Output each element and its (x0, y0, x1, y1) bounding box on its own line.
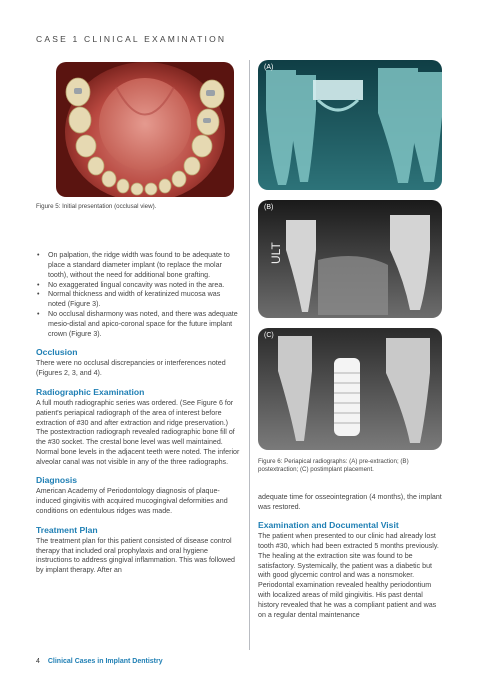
exam-visit-heading: Examination and Documental Visit (258, 520, 399, 531)
radiographic-text: A full mouth radiographic series was ordered. (See Figure 6 for patient's periapical radiograph of the area of interest before extraction of #30 and after extraction and ridge preservation.) The postextraction radiograph revealed radiographic bone fill of the #30 socket. The crestal bone level was well maintained. Normal bone levels in the adjacent teeth were noted. The inferior alveolar canal was not visible in any of the three radiographs. (36, 398, 240, 466)
occlusion-text: There were no occlusal discrepancies or interferences noted (Figures 2, 3, and 4). (36, 359, 226, 378)
radiograph-c-label: (C) (264, 332, 274, 339)
page-number: 4 (36, 658, 40, 665)
svg-text:ULT: ULT (269, 242, 283, 264)
exam-findings-list (36, 251, 240, 339)
radiographic-heading: Radiographic Examination (36, 386, 145, 397)
column-divider (249, 60, 250, 650)
book-title: Clinical Cases in Implant Dentistry (47, 658, 163, 665)
treatment-text: The treatment plan for this patient consisted of disease control therapy that included oral prophylaxis and oral hygiene instructions to address gingival inflammation. This was followed by implant therapy. After an (36, 536, 235, 575)
radiograph-a (258, 60, 442, 190)
diagnosis-heading: Diagnosis (36, 475, 78, 486)
right-column (258, 60, 442, 620)
running-header: CASE 1 CLINICAL EXAMINATION (36, 34, 227, 44)
radiograph-c (258, 328, 442, 450)
diagnosis-text: American Academy of Periodontology diagnosis of plaque-induced gingivitis with acquired mucogingival deformities and conditions on edentulous ridges was made. (36, 487, 228, 515)
page-footer (36, 658, 163, 665)
exam-visit-text: The patient when presented to our clinic had already lost tooth #30, which had been extracted 5 months previously. The healing at the extraction site was found to be satisfactory. Systemically, the patient was a diabetic but with good glycemic control and was a nonsmoker. Periodontal examination revealed healthy periodontium with localized areas of mild gingivitis. His past dental history revealed that he was a compliant patient and was on a regular dental maintenance (258, 532, 439, 619)
treatment-heading: Treatment Plan (36, 524, 98, 535)
right-continuation-text: adequate time for osseointegration (4 months), the implant was restored. (258, 492, 442, 511)
list-item: • On palpation, the ridge width was found to be adequate to place a standard diameter implant (to replace the molar tooth), without the need for additional bone grafting. (46, 251, 240, 280)
list-item: • Normal thickness and width of keratinized mucosa was noted (Figure 3). (46, 290, 240, 310)
figure5-caption: Figure 5: Initial presentation (occlusal view). (36, 203, 157, 210)
radiograph-b (258, 200, 442, 318)
occlusion-heading: Occlusion (36, 347, 78, 358)
left-column (36, 62, 240, 576)
list-item: • No occlusal disharmony was noted, and there was adequate mesio-distal and apico-coronal space for the future implant crown (Figure 3). (46, 310, 240, 339)
occlusal-photo (56, 62, 234, 197)
radiograph-b-label: (B) (264, 204, 274, 211)
list-item: • No exaggerated lingual concavity was noted in the area. (46, 281, 240, 291)
figure6-caption: Figure 6: Periapical radiographs: (A) pre-extraction; (B) postextraction; (C) postimplant placement. (258, 458, 409, 474)
radiograph-a-label: (A) (264, 64, 274, 71)
